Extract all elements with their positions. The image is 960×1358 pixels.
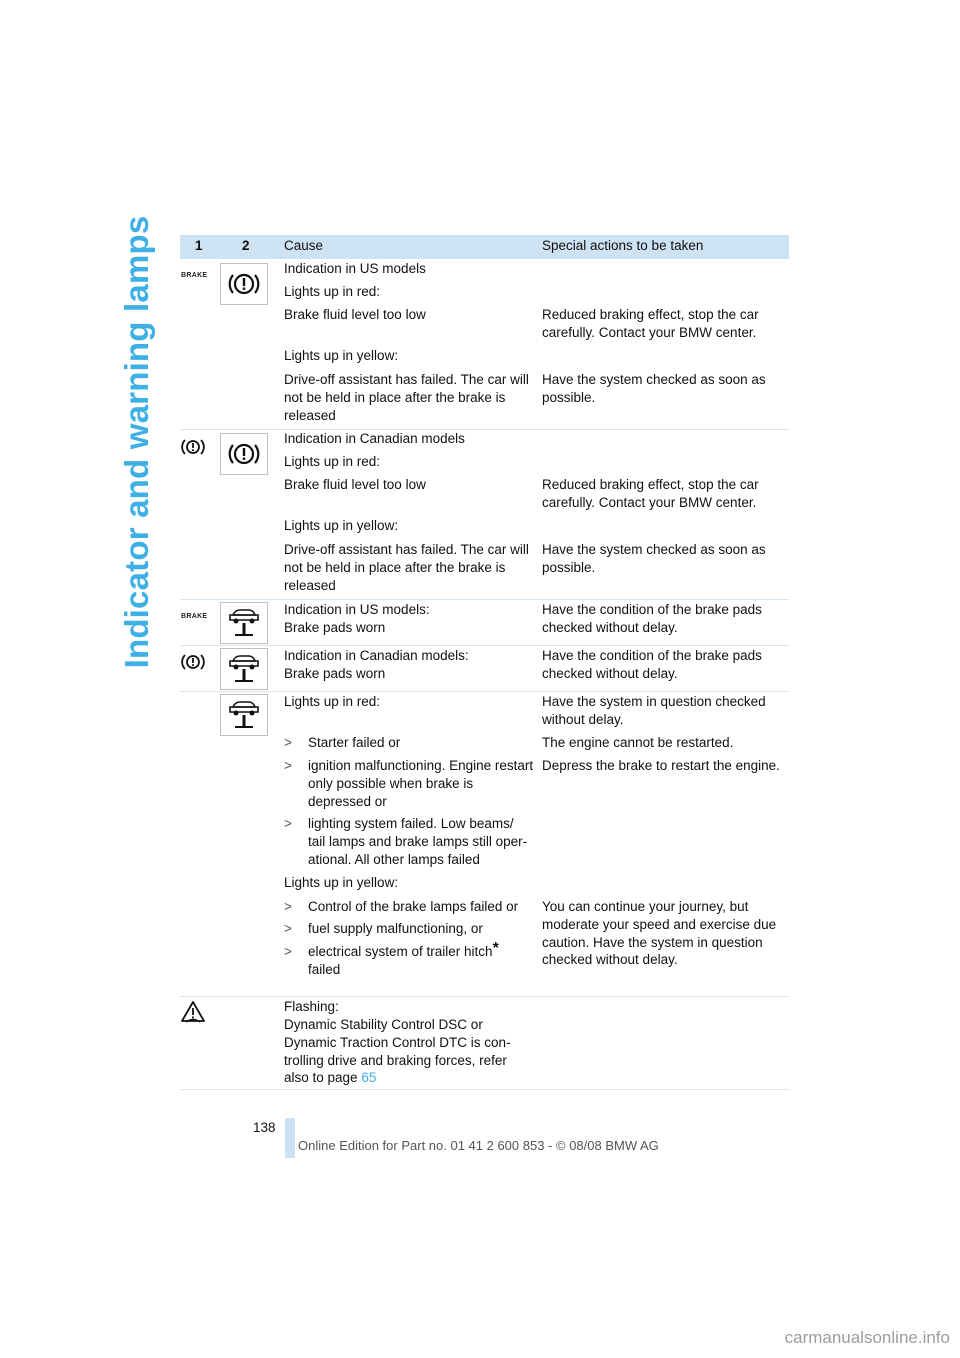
cause-text: Brake pads worn <box>284 666 386 681</box>
action-text: Have the condition of the brake pads checked without delay. <box>542 602 762 635</box>
bullet-marker: > <box>284 735 292 750</box>
header-col-1: 1 <box>195 238 203 253</box>
table-row-lamps <box>180 692 789 997</box>
brake-warning-icon <box>220 433 268 475</box>
table-row-brake-us <box>180 259 789 430</box>
side-title <box>118 215 156 669</box>
bullet-marker: > <box>284 899 292 914</box>
cause-text: Indication in US models: <box>284 602 430 617</box>
bullet-text: ignition malfunctioning. Engine restart only possible when brake is depressed or <box>308 758 534 809</box>
brake-warning-icon <box>220 263 268 305</box>
cause-text: Dynamic Stability Control DSC or Dynamic Traction Control DTC is con- trolling drive and braking forces, refer also to page 65 <box>284 1017 511 1086</box>
cause-text: Indication in Canadian models: <box>284 648 469 663</box>
footer-text: Online Edition for Part no. 01 41 2 600 853 - © 08/08 BMW AG <box>298 1138 659 1153</box>
cause-text: Lights up in red: <box>284 284 381 299</box>
header-col-2: 2 <box>242 238 250 253</box>
table-row-dsc <box>180 997 789 1090</box>
cause-text: Lights up in yellow: <box>284 875 399 890</box>
row-divider <box>180 1089 789 1090</box>
bullet-text: Starter failed or <box>308 735 401 750</box>
brake-warning-small-icon <box>180 651 206 673</box>
action-text: Have the condition of the brake pads checked without delay. <box>542 648 762 681</box>
page-link[interactable]: 65 <box>361 1070 377 1086</box>
brake-pads-icon <box>220 648 268 690</box>
cause-text: Brake fluid level too low <box>284 307 426 322</box>
cause-text: Flashing: <box>284 999 339 1014</box>
bullet-marker: > <box>284 758 292 773</box>
bullet-text: lighting system failed. Low beams/ tail lamps and brake lamps still oper- ational. All other lamps failed <box>308 816 528 867</box>
brake-label: BRAKE <box>181 613 208 620</box>
brake-label: BRAKE <box>181 272 208 279</box>
cause-text: Drive-off assistant has failed. The car will not be held in place after the brake is released <box>284 542 529 593</box>
page-number: 138 <box>253 1120 276 1135</box>
bullet-text: fuel supply malfunctioning, or <box>308 921 483 936</box>
side-title-text: Indicator and warning lamps <box>118 215 155 669</box>
header-action: Special actions to be taken <box>542 238 704 253</box>
action-text: Have the system in question checked without delay. <box>542 694 766 727</box>
cause-text: Indication in Canadian models <box>284 431 465 446</box>
action-text: Depress the brake to restart the engine. <box>542 758 780 773</box>
brake-pads-icon <box>220 694 268 736</box>
footer-bar <box>285 1118 295 1158</box>
bullet-marker: > <box>284 816 292 831</box>
bullet-marker: > <box>284 944 292 959</box>
table-header <box>180 235 789 259</box>
brake-warning-small-icon <box>180 436 206 458</box>
dsc-warning-icon <box>180 1000 206 1024</box>
bullet-marker: > <box>284 921 292 936</box>
table-row-pads-canada <box>180 646 789 692</box>
watermark: carmanualsonline.info <box>784 1328 950 1347</box>
cause-text: Lights up in red: <box>284 454 381 469</box>
action-text: Have the system checked as soon as possible. <box>542 542 766 575</box>
cause-text: Lights up in yellow: <box>284 518 399 533</box>
bullet-text: electrical system of trailer hitch* failed <box>308 940 499 977</box>
action-text: You can continue your journey, but moderate your speed and exercise due caution. Have the system in question checked without delay. <box>542 899 777 968</box>
action-text: Have the system checked as soon as possible. <box>542 372 766 405</box>
cause-text: Lights up in red: <box>284 694 381 709</box>
action-text: Reduced braking effect, stop the car carefully. Contact your BMW center. <box>542 307 759 340</box>
action-text: Reduced braking effect, stop the car carefully. Contact your BMW center. <box>542 477 759 510</box>
cause-text: Drive-off assistant has failed. The car will not be held in place after the brake is released <box>284 372 529 423</box>
table-row-brake-canada <box>180 430 789 600</box>
cause-text: Brake fluid level too low <box>284 477 426 492</box>
cause-text: Brake pads worn <box>284 620 386 635</box>
cause-text: Lights up in yellow: <box>284 348 399 363</box>
table-row-pads-us <box>180 600 789 646</box>
brake-pads-icon <box>220 602 268 644</box>
bullet-text: Control of the brake lamps failed or <box>308 899 519 914</box>
action-text: The engine cannot be restarted. <box>542 735 734 750</box>
header-cause: Cause <box>284 238 324 253</box>
cause-text: Indication in US models <box>284 261 426 276</box>
